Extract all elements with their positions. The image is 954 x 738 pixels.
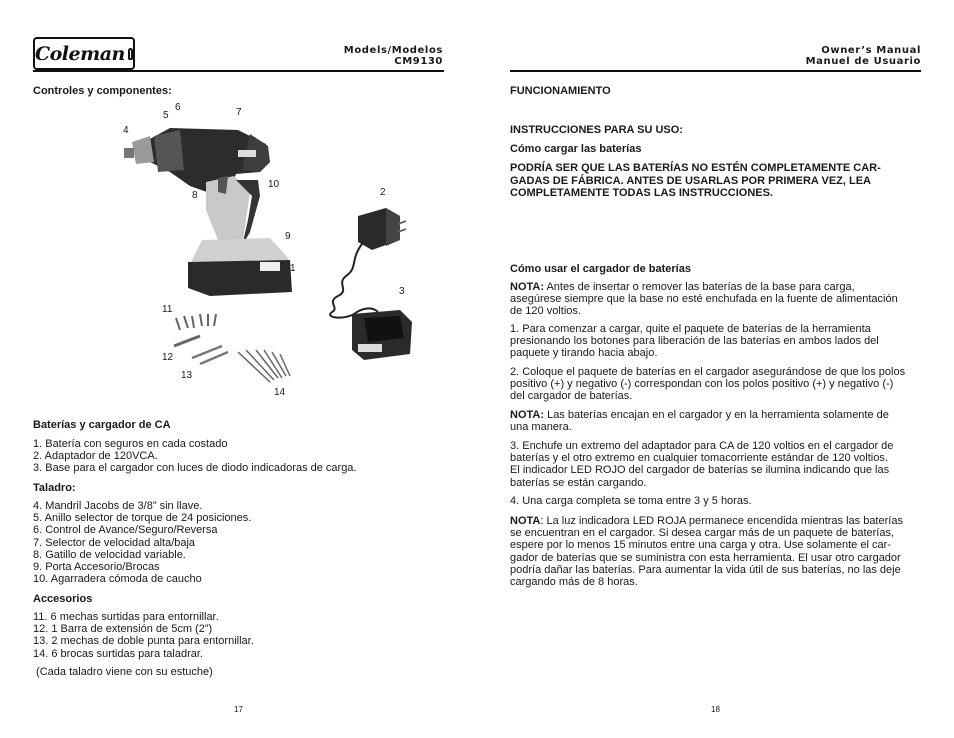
list-item: 6. Control de Avance/Seguro/Reversa [33,524,218,537]
drill-heading: Taladro: [33,482,76,494]
nota-text: asegúrese siempre que la base no esté enchufada en la fuente de alimentación [510,293,898,306]
page-number: 18 [711,705,720,714]
nota-text: espere por lo menos 15 minutos entre una carga y otra. Use solamente el car- [510,539,891,552]
step-3 [510,440,893,489]
owners-manual-label: Owner’s Manual [821,45,921,56]
section-title: FUNCIONAMIENTO [510,85,611,97]
list-item: 2. Adaptador de 120VCA. [33,450,158,463]
accessories-heading: Accesorios [33,593,93,605]
case-note: (Cada taladro viene con su estuche) [33,666,213,678]
extension-bar [174,336,200,346]
drill-kit-image [110,100,430,410]
list-item: 11. 6 mechas surtidas para entornillar. [33,611,219,623]
nota-text: una manera. [510,421,572,434]
battery-heading: Baterías y cargador de CA [33,419,171,431]
callout-3: 3 [399,286,405,297]
charger-slot [364,316,404,342]
section-title: Controles y componentes: [33,85,172,97]
charge-title: Cómo cargar las baterías [510,143,642,155]
callout-5: 5 [163,110,169,121]
nota-text: Antes de insertar o remover las baterías de la base para carga, [544,281,855,293]
step-text: baterías y el otro extremo en cualquier tomacorriente estándar de 120 voltios. [510,452,888,465]
nota-text: : La luz indicadora LED ROJA permanece encendida mientras las baterías [540,515,903,527]
step-text: del cargador de baterías. [510,390,633,403]
charger-title: Cómo usar el cargador de baterías [510,263,691,275]
callout-8: 8 [192,190,198,201]
list-item: 4. Mandril Jacobs de 3/8” sin llave. [33,500,203,512]
step-text: positivo (+) y negativo (-) correspondan con los polos positivo (+) y negativo (-) [510,378,894,391]
callout-6: 6 [175,102,181,113]
charger-label [358,344,382,352]
list-item: 12. 1 Barra de extensión de 5cm (2”) [33,623,213,636]
step-text: 3. Enchufe un extremo del adaptador para CA de 120 voltios en el cargador de [510,440,894,452]
battery-label [260,262,280,271]
callout-10: 10 [268,179,280,190]
models-label: Models/Modelos [343,45,443,56]
step-text: 1. Para comenzar a cargar, quite el paquete de baterías de la herramienta [510,323,871,335]
drill-list [33,500,251,585]
step-text: El indicador LED ROJO del cargador de baterías se ilumina indicando que las [510,464,890,477]
step-text: presionando los botones para liberación de las baterías en ambos lados del [510,335,879,348]
callout-2: 2 [380,187,386,198]
nota-text: gador de baterías que se suministra con esta herramienta. El usar otro cargador [510,551,901,564]
nota-2 [510,409,889,433]
list-item: 5. Anillo selector de torque de 24 posiciones. [33,512,252,525]
adapter-side [386,208,400,246]
nota-text: Las baterías encajan en el cargador y en la herramienta solamente de [544,409,889,421]
screwdriver-bits [176,314,216,330]
page-number: 17 [234,705,243,714]
model-number: CM9130 [394,56,443,67]
nota-text: se encuentran en el cargador. Si desea cargar más de un paquete de baterías, [510,527,895,540]
list-item: 1. Batería con seguros en cada costado [33,438,228,450]
nota-label: NOTA: [510,409,545,421]
header-rule [510,70,921,72]
step-4: 4. Una carga completa se toma entre 3 y 5 horas. [510,495,752,507]
battery-list [33,438,357,475]
manuel-usuario-label: Manuel de Usuario [805,56,921,67]
list-item: 13. 2 mechas de doble punta para entornillar. [33,635,254,648]
drill-label [238,150,256,157]
nota-label: NOTA [510,515,541,527]
torque-ring [154,130,184,172]
callout-12: 12 [162,352,174,363]
callout-11: 11 [162,304,173,315]
step-2 [510,366,905,403]
nota-1 [510,281,898,318]
coleman-logo [33,37,135,70]
step-text: 2. Coloque el paquete de baterías en el cargador asegurándose de que los polos [510,366,906,378]
list-item: 9. Porta Accesorio/Brocas [33,561,160,574]
nota-text: podría dañar las baterías. Para aumentar la vida útil de sus baterías, no las deje [510,563,901,576]
list-item: 14. 6 brocas surtidas para taladrar. [33,647,203,660]
drill-bits [238,350,290,382]
header-rule [33,70,444,72]
right-page [477,0,954,738]
manual-header [757,45,921,67]
list-item: 7. Selector de velocidad alta/baja [33,536,196,549]
warning-line: COMPLETAMENTE TODAS LAS INSTRUCCIONES. [510,187,773,199]
step-1 [510,323,879,360]
callout-1: 1 [290,263,296,274]
callout-14: 14 [274,387,286,398]
list-item: 10. Agarradera cómoda de caucho [33,573,202,586]
warning-text [510,162,881,200]
step-text: paquete y tirando hacia abajo. [510,347,658,360]
brand-name: Coleman [35,42,125,65]
callout-7: 7 [236,107,242,118]
callout-13: 13 [181,370,193,381]
chuck-tip [124,148,134,158]
product-illustration [110,100,430,410]
models-header [300,45,443,67]
instructions-title: INSTRUCCIONES PARA SU USO: [510,124,683,136]
step-text: baterías se están cargando. [510,476,647,489]
accessories-list [33,611,254,660]
warning-line: PODRÍA SER QUE LAS BATERÍAS NO ESTÉN COMPLETAMENTE CAR- [510,162,881,174]
adapter-cord [330,244,378,318]
list-item: 3. Base para el cargador con luces de diodo indicadoras de carga. [33,462,357,475]
nota-text: de 120 voltios. [510,305,581,318]
callout-4: 4 [123,125,129,136]
nota-label: NOTA: [510,281,545,293]
warning-line: GADAS DE FÁBRICA. ANTES DE USARLAS POR PRIMERA VEZ, LEA [510,174,871,187]
nota-text: cargando más de 8 horas. [510,576,638,589]
double-bits [192,346,228,364]
lantern-icon [128,48,133,60]
callout-9: 9 [285,231,291,242]
list-item: 8. Gatillo de velocidad variable. [33,548,186,561]
nota-3 [510,515,903,588]
